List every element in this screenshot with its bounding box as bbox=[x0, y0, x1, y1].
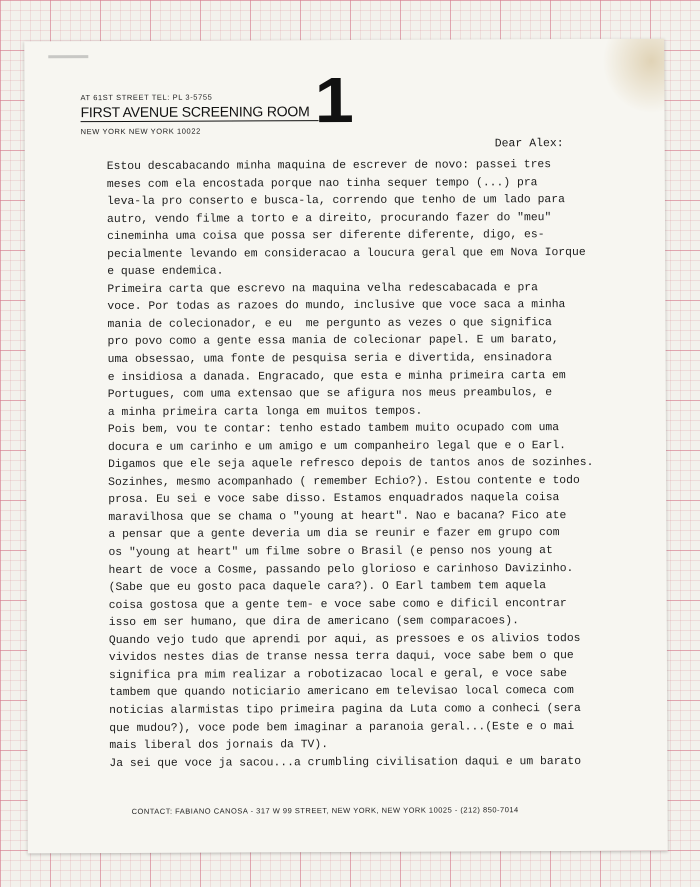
body-line: prosa. Eu sei e voce sabe disso. Estamos enquadrados naquela coisa bbox=[108, 492, 560, 507]
letter-page bbox=[24, 39, 668, 854]
body-line: mania de colecionador, e eu me pergunto as vezes o que significa bbox=[107, 317, 552, 331]
body-line: a pensar que a gente deveria um dia se reunir e fazer em grupo com bbox=[108, 527, 560, 542]
contact-line: CONTACT: FABIANO CANOSA - 317 W 99 STREET, NEW YORK, NEW YORK 10025 - (212) 850-7014 bbox=[131, 805, 519, 816]
body-line: e quase endemica. bbox=[107, 265, 224, 279]
body-line: autro, vendo filme a torto e a direito, procurando fazer do "meu" bbox=[106, 211, 552, 226]
body-line: voce. Por todas as razoes do mundo, inclusive que voce saca a minha bbox=[107, 299, 566, 314]
letterhead-number: 1 bbox=[314, 63, 355, 137]
letterhead-city: NEW YORK NEW YORK 10022 bbox=[80, 126, 201, 137]
body-line: Sozinhes, mesmo acompanhado ( remember Echio?). Estou contente e todo bbox=[108, 474, 580, 489]
body-line: mais liberal dos jornais da TV). bbox=[109, 739, 329, 753]
body-line: e insidiosa a danada. Engracado, que esta e minha primeira carta em bbox=[107, 369, 566, 384]
body-line: maravilhosa que se chama o "young at heart". Nao e bacana? Fico ate bbox=[108, 509, 567, 524]
body-line: cineminha uma coisa que possa ser diferente diferente, digo, es- bbox=[107, 229, 545, 244]
body-line: pro povo como a gente essa mania de colecionar papel. E um barato, bbox=[107, 334, 559, 349]
pencil-mark bbox=[48, 55, 88, 58]
greeting: Dear Alex: bbox=[494, 137, 564, 151]
body-line: coisa gostosa que a gente tem- e voce sabe como e dificil encontrar bbox=[108, 597, 567, 612]
body-line: noticias alarmistas tipo primeira pagina da Luta como a conheci (sera bbox=[109, 702, 581, 717]
letterhead bbox=[80, 63, 380, 143]
body-line: Estou descabacando minha maquina de escrever de novo: passei tres bbox=[106, 159, 552, 174]
body-line: heart de voce a Cosme, passando pelo glorioso e carinhoso Davizinho. bbox=[108, 562, 574, 577]
body-line: Ja sei que voce ja sacou...a crumbling civilisation daqui e um barato bbox=[109, 755, 582, 770]
body-line: docura e um carinho e um amigo e um companheiro legal que e o Earl. bbox=[107, 439, 567, 454]
letterhead-name: FIRST AVENUE SCREENING ROOM bbox=[81, 103, 319, 122]
body-line: Digamos que ele seja aquele refresco depois de tantos anos de sozinhes. bbox=[108, 457, 594, 472]
body-line: leva-la pro conserto e busca-la, correndo que tenho de um lado para bbox=[106, 194, 565, 209]
body-line: (Sabe que eu gosto paca daquele cara?). O Earl tambem tem aquela bbox=[108, 580, 547, 595]
body-line: Portugues, com uma extensao que se afigura nos meus preambulos, e bbox=[107, 387, 553, 402]
body-line: vividos nestes dias de transe nessa terra daqui, voce sabe bem o que bbox=[108, 650, 574, 665]
letterhead-address: AT 61ST STREET TEL: PL 3-5755 bbox=[80, 92, 213, 103]
body-line: Primeira carta que escrevo na maquina velha redescabacada e pra bbox=[107, 281, 538, 296]
paper-stain bbox=[602, 39, 668, 114]
body-line: os "young at heart" um filme sobre o Brasil (e penso nos young at bbox=[108, 545, 553, 560]
body-line: Pois bem, vou te contar: tenho estado tambem muito ocupado com uma bbox=[107, 422, 560, 437]
body-line: significa pra mim realizar a robotizacao local e geral, e voce sabe bbox=[108, 667, 568, 682]
body-line: pecialmente levando em consideracao a loucura geral que em Nova Iorque bbox=[107, 246, 586, 261]
body-line: uma obsessao, uma fonte de pesquisa seria e divertida, ensinadora bbox=[107, 352, 552, 367]
body-line: tambem que quando noticiario americano em televisao local comeca com bbox=[109, 685, 574, 700]
body-line: Quando vejo tudo que aprendi por aqui, as pressoes e os alivios todos bbox=[108, 632, 581, 647]
body-line: que mudou?), voce pode bem imaginar a paranoia geral...(Este e o mai bbox=[109, 720, 575, 735]
letter-body bbox=[107, 157, 650, 773]
body-line: a minha primeira carta longa em muitos tempos. bbox=[107, 405, 423, 419]
body-line: meses com ela encostada porque nao tinha sequer tempo (...) pra bbox=[106, 176, 538, 191]
body-line: isso em ser humano, que dira de americano (sem comparacoes). bbox=[108, 615, 519, 630]
